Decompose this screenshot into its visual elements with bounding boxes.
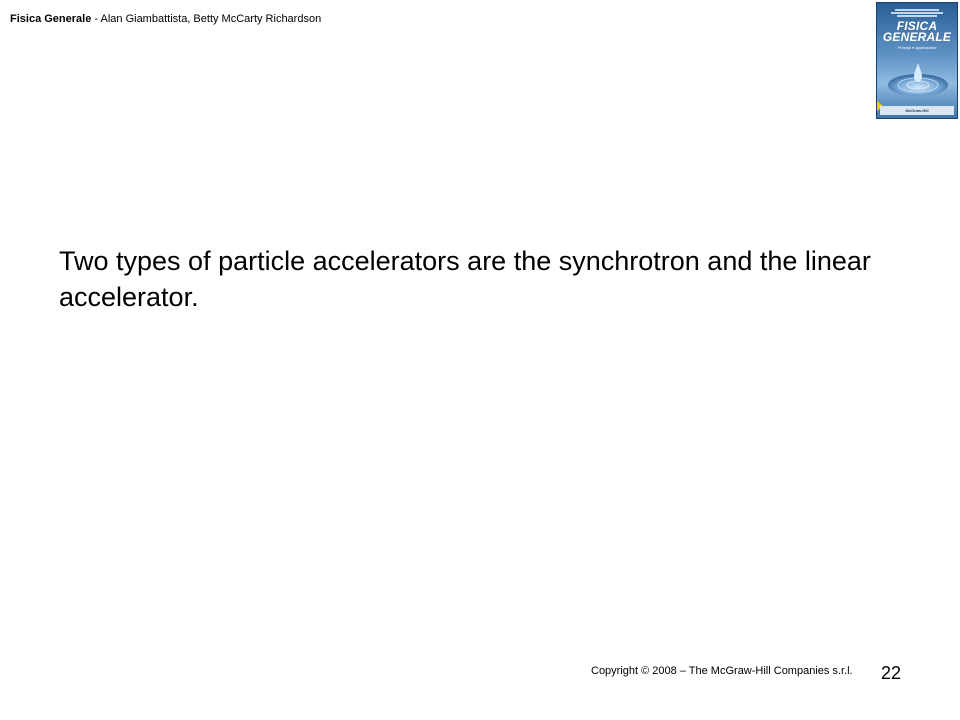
page-number: 22 — [881, 663, 902, 683]
book-title: Fisica Generale — [10, 13, 92, 25]
cover-subtitle: Principi e applicazioni — [897, 45, 937, 50]
cover-title — [877, 21, 957, 43]
cover-title-line-2: GENERALE — [882, 30, 952, 44]
water-drop-illustration — [887, 55, 949, 99]
slide-body-text: Two types of particle accelerators are the synchrotron and the linear accelerator. — [59, 246, 871, 312]
cover-title-line-1: FISICA — [896, 19, 938, 33]
book-authors: - Alan Giambattista, Betty McCarty Richardson — [91, 13, 322, 25]
cover-publisher: McGraw-Hill — [880, 106, 954, 115]
book-cover-image — [876, 2, 958, 119]
cover-author-lines — [877, 9, 957, 18]
copyright-notice: Copyright © 2008 – The McGraw-Hill Companies s.r.l. — [591, 665, 853, 677]
slide-header — [10, 12, 321, 26]
